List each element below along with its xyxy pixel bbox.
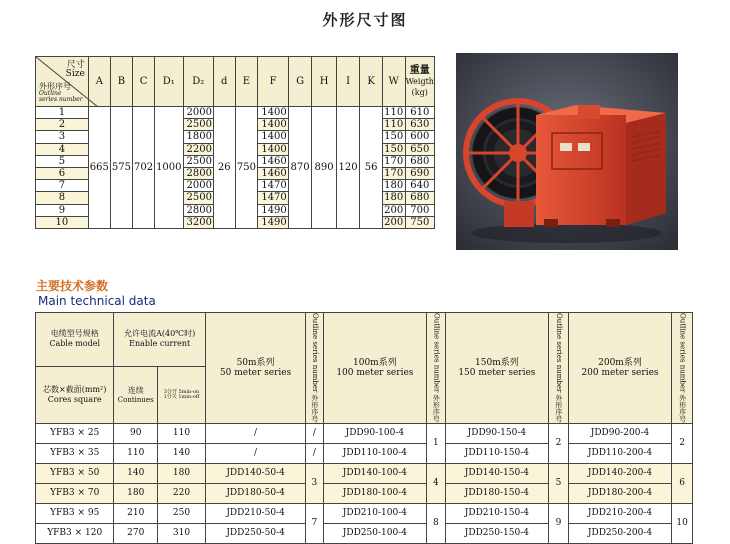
cell-series-number: 7: [36, 180, 89, 192]
cell-d2: 2500: [183, 192, 213, 204]
table-row: [36, 523, 693, 543]
cell-100m: JDD250-100-4: [323, 523, 427, 543]
outline-series-label: [39, 83, 83, 103]
cell-weight: 680: [405, 192, 434, 204]
cell-shared-h: 890: [312, 107, 336, 229]
header-intermittent-line-1: 3分开 5min-on: [163, 388, 200, 395]
cell-shared-d: 26: [213, 107, 235, 229]
header-50m-cn: 50m系列: [236, 357, 275, 368]
cell-shared-k: 56: [360, 107, 382, 229]
header-outline-50m-text: Outline series number 外形序号: [310, 313, 319, 423]
table-row: [36, 503, 693, 523]
cell-outline-100m: 1: [427, 423, 446, 463]
header-enable-current-en: Enable current: [129, 339, 191, 349]
page-title: 外形尺寸图: [322, 11, 408, 29]
cell-intermittent: 110: [158, 423, 206, 443]
cell-shared-i: 120: [336, 107, 360, 229]
cell-continuous: 110: [114, 443, 158, 463]
cell-f: 1400: [258, 107, 288, 119]
cell-series-number: 2: [36, 119, 89, 131]
outline-series-label-en-2: series number: [39, 96, 83, 103]
cell-50m: JDD180-50-4: [205, 483, 305, 503]
cell-outline-150m: 5: [549, 463, 569, 503]
cell-model: YFB3 × 50: [36, 463, 114, 483]
cell-continuous: 90: [114, 423, 158, 443]
outline-series-label-cn: 外形序号: [39, 82, 71, 91]
table-row: [36, 483, 693, 503]
cell-series-number: 4: [36, 143, 89, 155]
header-50m-en: 50 meter series: [219, 367, 292, 378]
cell-outline-50m: /: [306, 443, 323, 463]
cell-f: 1460: [258, 167, 288, 179]
table-corner-cell: [36, 57, 89, 107]
column-header-k: K: [360, 57, 382, 107]
cell-outline-200m: 10: [672, 503, 693, 543]
cell-200m: JDD110-200-4: [568, 443, 672, 463]
cell-f: 1460: [258, 155, 288, 167]
cell-d2: 2000: [183, 107, 213, 119]
cell-w: 150: [384, 131, 404, 143]
header-outline-100m: [427, 313, 446, 424]
cell-f: 1470: [258, 192, 288, 204]
cell-outline-50m: 3: [306, 463, 323, 503]
column-header-w: W: [382, 57, 405, 107]
cell-series-number: 9: [36, 204, 89, 216]
cell-100m: JDD210-100-4: [323, 503, 427, 523]
cell-w: 170: [384, 155, 404, 167]
cell-intermittent: 140: [158, 443, 206, 463]
cell-series-number: 10: [36, 216, 89, 228]
column-header-d1: D₁: [155, 57, 183, 107]
header-150m-cn: 150m系列: [475, 357, 519, 368]
header-cable-model: [36, 313, 114, 367]
cell-d2: 2200: [183, 143, 213, 155]
table-row: [36, 423, 693, 443]
cell-50m: /: [205, 443, 305, 463]
header-enable-current: [114, 313, 206, 367]
cell-f: 1400: [258, 143, 288, 155]
cell-weight: 700: [405, 204, 434, 216]
header-cable-model-en: Cable model: [49, 339, 101, 349]
header-150m-en: 150 meter series: [458, 367, 536, 378]
cable-reel-illustration: [456, 53, 678, 250]
cell-w: 180: [384, 192, 404, 204]
size-label: [66, 61, 85, 79]
table-row: [36, 443, 693, 463]
cell-w: 110: [384, 119, 404, 131]
cell-150m: JDD180-150-4: [445, 483, 549, 503]
cell-shared-b: 575: [110, 107, 132, 229]
cell-200m: JDD210-200-4: [568, 503, 672, 523]
cell-200m: JDD140-200-4: [568, 463, 672, 483]
cell-d2: 2500: [183, 155, 213, 167]
header-outline-200m-text: Outline series number 外形序号: [678, 313, 687, 423]
cell-shared-e: 750: [235, 107, 258, 229]
cell-model: YFB3 × 120: [36, 523, 114, 543]
header-intermittent-line-2: 1分关 1min-off: [163, 393, 200, 400]
header-continues-cn: 连续: [127, 385, 144, 395]
cell-outline-50m: /: [306, 423, 323, 443]
weight-label-cn: 重量: [409, 65, 430, 76]
cell-100m: JDD90-100-4: [323, 423, 427, 443]
header-enable-current-cn: 允许电流A(40℃时): [124, 329, 196, 339]
cell-model: YFB3 × 70: [36, 483, 114, 503]
cell-shared-g: 870: [288, 107, 312, 229]
column-header-b: B: [110, 57, 132, 107]
cell-series-number: 6: [36, 167, 89, 179]
cell-series-number: 1: [36, 107, 89, 119]
cell-continuous: 270: [114, 523, 158, 543]
column-header-d: d: [213, 57, 235, 107]
cell-f: 1400: [258, 119, 288, 131]
cell-f: 1490: [258, 216, 288, 228]
header-outline-50m: [306, 313, 323, 424]
cell-weight: 750: [405, 216, 434, 228]
cell-d2: 2500: [183, 119, 213, 131]
header-outline-200m: [672, 313, 693, 424]
cell-100m: JDD110-100-4: [323, 443, 427, 463]
dimension-table-body: [36, 107, 435, 229]
header-cores-square-cn: 芯数×截面(mm²): [43, 384, 107, 394]
cell-w: 170: [384, 168, 404, 180]
header-cable-model-cn: 电缆型号规格: [50, 329, 99, 339]
cell-w: 200: [384, 216, 404, 228]
cell-shared-a: 665: [88, 107, 110, 229]
column-header-a: A: [88, 57, 110, 107]
section-title-en: Main technical data: [38, 294, 156, 308]
cell-d2: 2000: [183, 180, 213, 192]
table-row: [36, 463, 693, 483]
cell-d2: 1800: [183, 131, 213, 143]
cell-w: 150: [384, 143, 404, 155]
cell-d2: 3200: [183, 216, 213, 228]
cell-continuous: 140: [114, 463, 158, 483]
cell-d2: 2800: [183, 167, 213, 179]
cell-outline-50m: 7: [306, 503, 323, 543]
header-continues-en: Continues: [117, 395, 154, 404]
cell-continuous: 210: [114, 503, 158, 523]
cell-outline-100m: 4: [427, 463, 446, 503]
cell-series-number: 8: [36, 192, 89, 204]
cell-50m: JDD140-50-4: [205, 463, 305, 483]
table-row: [36, 107, 435, 119]
header-100m-en: 100 meter series: [336, 367, 414, 378]
cell-shared-d1: 1000: [155, 107, 183, 229]
cell-w: 180: [384, 180, 404, 192]
cell-w: 110: [384, 107, 404, 119]
technical-data-table: [35, 312, 693, 544]
column-header-c: C: [132, 57, 154, 107]
cell-weight: 630: [405, 119, 434, 131]
cell-intermittent: 250: [158, 503, 206, 523]
column-header-g: G: [288, 57, 312, 107]
column-header-d2: D₂: [183, 57, 213, 107]
cell-model: YFB3 × 25: [36, 423, 114, 443]
column-header-i: I: [336, 57, 360, 107]
cell-outline-200m: 6: [672, 463, 693, 503]
cell-150m: JDD110-150-4: [445, 443, 549, 463]
cell-series-number: 5: [36, 155, 89, 167]
header-outline-150m: [549, 313, 569, 424]
cell-shared-c: 702: [132, 107, 154, 229]
cell-weight: 650: [405, 143, 434, 155]
header-200m-cn: 200m系列: [598, 357, 642, 368]
cell-100m: JDD140-100-4: [323, 463, 427, 483]
header-outline-150m-text: Outline series number 外形序号: [554, 313, 563, 423]
section-title-cn: 主要技术参数: [36, 279, 109, 293]
cell-intermittent: 180: [158, 463, 206, 483]
header-continues: [114, 366, 158, 423]
cell-outline-150m: 9: [549, 503, 569, 543]
cell-d2: 2800: [183, 204, 213, 216]
cell-50m: /: [205, 423, 305, 443]
header-100m-cn: 100m系列: [353, 357, 397, 368]
size-label-cn: 尺寸: [66, 60, 85, 70]
cell-200m: JDD250-200-4: [568, 523, 672, 543]
header-intermittent: [158, 366, 206, 423]
cell-weight: 680: [405, 155, 434, 167]
header-cores-square: [36, 366, 114, 423]
cell-intermittent: 310: [158, 523, 206, 543]
header-50m: [205, 313, 305, 424]
column-header-e: E: [235, 57, 258, 107]
cell-150m: JDD140-150-4: [445, 463, 549, 483]
column-header-weight: [405, 57, 434, 107]
cell-150m: JDD90-150-4: [445, 423, 549, 443]
cell-model: YFB3 × 35: [36, 443, 114, 463]
header-150m: [445, 313, 549, 424]
cell-50m: JDD250-50-4: [205, 523, 305, 543]
cell-model: YFB3 × 95: [36, 503, 114, 523]
weight-unit: (kg): [411, 88, 428, 97]
cell-weight: 640: [405, 180, 434, 192]
cell-50m: JDD210-50-4: [205, 503, 305, 523]
cell-200m: JDD180-200-4: [568, 483, 672, 503]
cell-100m: JDD180-100-4: [323, 483, 427, 503]
dimension-table: [35, 56, 435, 229]
cell-200m: JDD90-200-4: [568, 423, 672, 443]
header-200m-en: 200 meter series: [581, 367, 659, 378]
header-200m: [568, 313, 672, 424]
cell-f: 1470: [258, 180, 288, 192]
size-label-en: Size: [65, 69, 85, 79]
header-100m: [323, 313, 427, 424]
weight-label-en: Weigth: [405, 77, 434, 86]
cell-continuous: 180: [114, 483, 158, 503]
cell-150m: JDD210-150-4: [445, 503, 549, 523]
outline-series-label-en-1: Outline: [39, 90, 62, 97]
column-header-h: H: [312, 57, 336, 107]
cell-outline-100m: 8: [427, 503, 446, 543]
header-cores-square-en: Cores square: [47, 394, 102, 404]
cell-outline-150m: 2: [549, 423, 569, 463]
cell-f: 1490: [258, 204, 288, 216]
cell-outline-200m: 2: [672, 423, 693, 463]
reel-cabinet: [536, 105, 666, 227]
cell-w: 200: [384, 204, 404, 216]
product-photo: [456, 53, 678, 250]
cell-weight: 600: [405, 131, 434, 143]
column-header-f: F: [258, 57, 288, 107]
cell-series-number: 3: [36, 131, 89, 143]
cell-f: 1400: [258, 131, 288, 143]
dimension-header-row: [36, 57, 435, 107]
cell-150m: JDD250-150-4: [445, 523, 549, 543]
tech-header-row-1: [36, 313, 693, 367]
cell-intermittent: 220: [158, 483, 206, 503]
cell-weight: 610: [405, 107, 434, 119]
cell-weight: 690: [405, 167, 434, 179]
header-outline-100m-text: Outline series number 外形序号: [432, 313, 441, 423]
